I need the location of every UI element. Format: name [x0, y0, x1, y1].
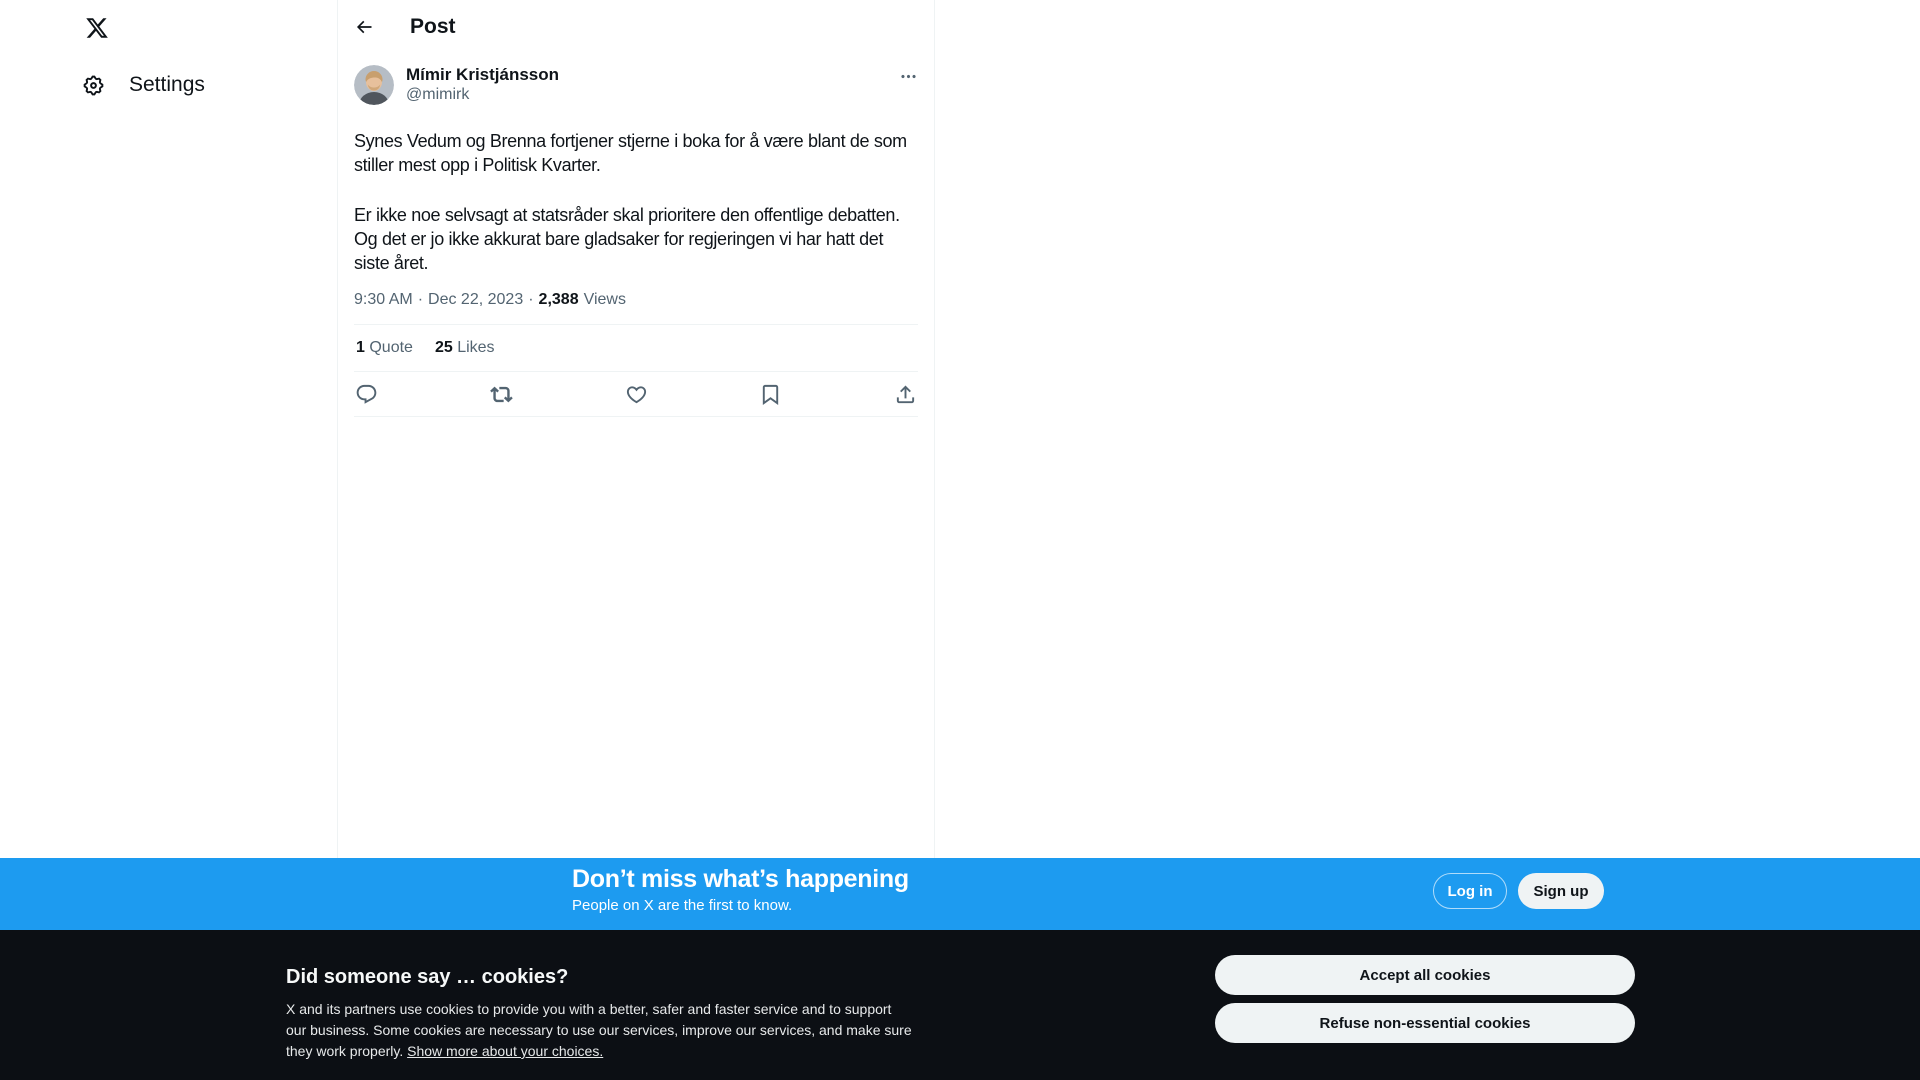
login-button[interactable]: Log in — [1433, 873, 1507, 909]
repost-button[interactable] — [490, 383, 513, 406]
cookie-text — [286, 966, 914, 1062]
reply-button[interactable] — [355, 383, 378, 406]
x-logo[interactable] — [85, 16, 109, 40]
accept-cookies-button[interactable]: Accept all cookies — [1215, 955, 1635, 995]
banner-title: Don’t miss what’s happening — [572, 865, 909, 893]
quotes-count: 1 — [356, 339, 365, 356]
cookie-buttons — [1215, 955, 1635, 1043]
banner-text — [572, 865, 909, 914]
repost-icon — [490, 383, 513, 406]
tweet-text — [354, 129, 918, 275]
cookie-banner — [0, 930, 1920, 1080]
main-column — [337, 0, 935, 858]
like-icon — [625, 383, 648, 406]
cookie-title: Did someone say … cookies? — [286, 966, 569, 988]
tweet-stats — [354, 325, 918, 372]
views-count: 2,388 — [538, 291, 579, 308]
tweet-time: 9:30 AM — [354, 291, 413, 308]
likes-stat[interactable] — [435, 339, 495, 357]
refuse-cookies-button[interactable]: Refuse non-essential cookies — [1215, 1003, 1635, 1043]
more-button[interactable] — [899, 67, 918, 86]
tweet-head — [354, 65, 918, 105]
tweet-actions — [354, 372, 918, 417]
avatar[interactable] — [354, 65, 394, 105]
views-label: Views — [583, 291, 626, 308]
signup-banner — [0, 858, 1920, 930]
share-icon — [894, 383, 917, 406]
meta-separator: · — [417, 291, 424, 308]
gear-icon — [82, 74, 105, 97]
tweet-paragraph: Er ikke noe selvsagt at statsråder skal prioritere den offentlige debatten. Og det er jo ikke akkurat bare gladsaker for regjeringen vi har hatt det siste året. — [354, 205, 900, 273]
settings-label: Settings — [129, 73, 205, 96]
quotes-stat[interactable] — [356, 339, 413, 357]
back-arrow-icon — [354, 17, 374, 37]
cookie-body-text: X and its partners use cookies to provide you with a better, safer and faster service and to support our business. Some cookies are necessary to use our services, improve our services, and make sure they work properly. — [286, 1001, 912, 1059]
share-button[interactable] — [894, 383, 917, 406]
signup-button[interactable]: Sign up — [1518, 873, 1604, 909]
page-title: Post — [410, 14, 456, 38]
tweet-paragraph: Synes Vedum og Brenna fortjener stjerne i boka for å være blant de som stiller mest opp i Politisk Kvarter. — [354, 131, 907, 175]
reply-icon — [355, 383, 378, 406]
author-name[interactable]: Mímir Kristjánsson — [406, 65, 560, 84]
cookie-body — [286, 999, 914, 1062]
bookmark-button[interactable] — [759, 383, 782, 406]
banner-subtitle: People on X are the first to know. — [572, 897, 793, 914]
column-header — [338, 0, 934, 53]
tweet — [338, 53, 934, 417]
more-icon — [899, 67, 918, 86]
author-handle: @mimirk — [406, 86, 470, 103]
likes-count: 25 — [434, 339, 453, 356]
sidebar-item-settings[interactable] — [82, 73, 205, 97]
likes-label: Likes — [457, 339, 495, 356]
meta-separator: · — [528, 291, 534, 308]
quotes-label: Quote — [369, 339, 413, 356]
back-button[interactable] — [354, 17, 374, 37]
tweet-date: Dec 22, 2023 — [428, 291, 524, 308]
x-logo-icon — [85, 16, 109, 40]
bookmark-icon — [759, 383, 782, 406]
like-button[interactable] — [625, 383, 648, 406]
cookie-choices-link[interactable]: Show more about your choices. — [407, 1043, 604, 1059]
author-block — [406, 65, 559, 105]
avatar-image — [354, 65, 394, 105]
tweet-meta — [354, 291, 918, 325]
